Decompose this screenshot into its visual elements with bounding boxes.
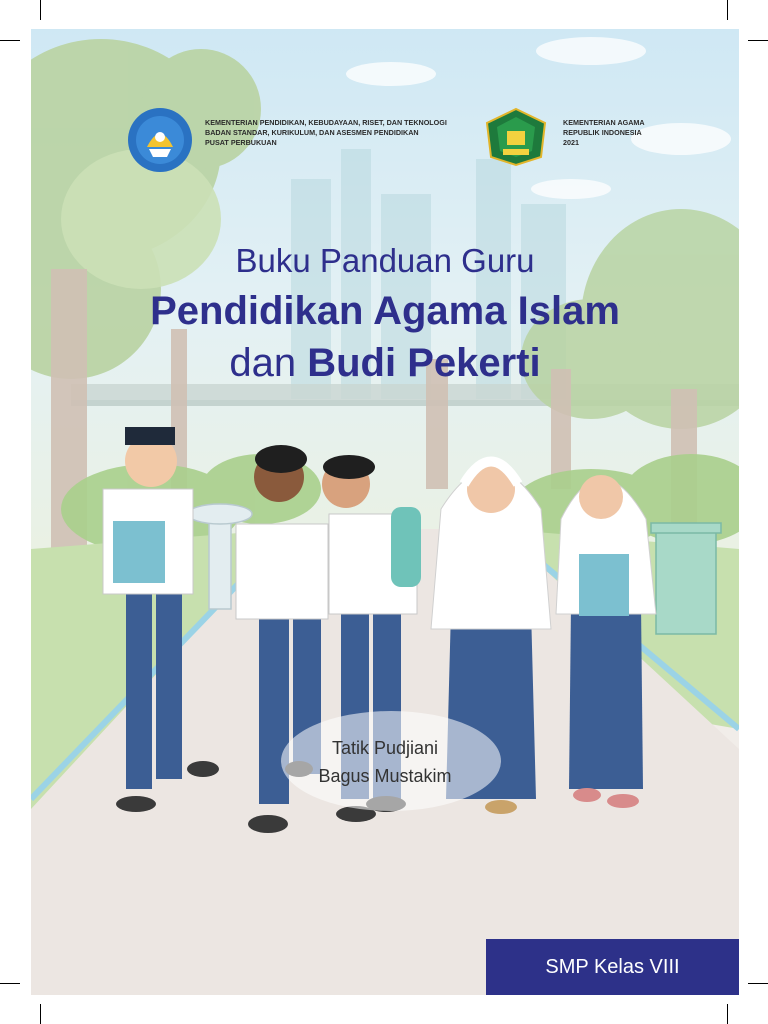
book-cover [31,29,739,995]
cover-illustration [31,29,739,995]
book-series-title: Buku Panduan Guru [235,242,535,279]
author-name: Bagus Mustakim [318,766,452,786]
publisher-right-line: REPUBLIK INDONESIA [563,128,642,137]
publisher-left-text [205,118,475,148]
book-main-title: Pendidikan Agama Islam [150,289,620,333]
book-subtitle [31,339,739,387]
publisher-right-line: KEMENTERIAN AGAMA [563,118,645,127]
crop-mark [727,0,728,20]
authors [31,734,739,790]
author-name: Tatik Pudjiani [331,738,439,758]
crop-mark [40,1004,41,1024]
subtitle-bold: Budi Pekerti [307,341,541,385]
kementerian-agama-logo [483,107,549,167]
crop-mark [0,983,20,984]
tut-wuri-handayani-logo [127,107,193,173]
publisher-right-text [563,118,703,148]
crop-mark [748,40,768,41]
publisher-left-line: PUSAT PERBUKUAN [205,138,277,147]
crop-mark [40,0,41,20]
publisher-left-line: BADAN STANDAR, KURIKULUM, DAN ASESMEN PENDIDIKAN [205,128,419,137]
publisher-left-line: KEMENTERIAN PENDIDIKAN, KEBUDAYAAN, RISET, DAN TEKNOLOGI [205,118,447,127]
crop-mark [0,40,20,41]
publisher-right-line: 2021 [563,138,579,147]
subtitle-prefix: dan [229,341,308,385]
crop-mark [727,1004,728,1024]
grade-label: SMP Kelas VIII [486,939,739,995]
crop-mark [748,983,768,984]
